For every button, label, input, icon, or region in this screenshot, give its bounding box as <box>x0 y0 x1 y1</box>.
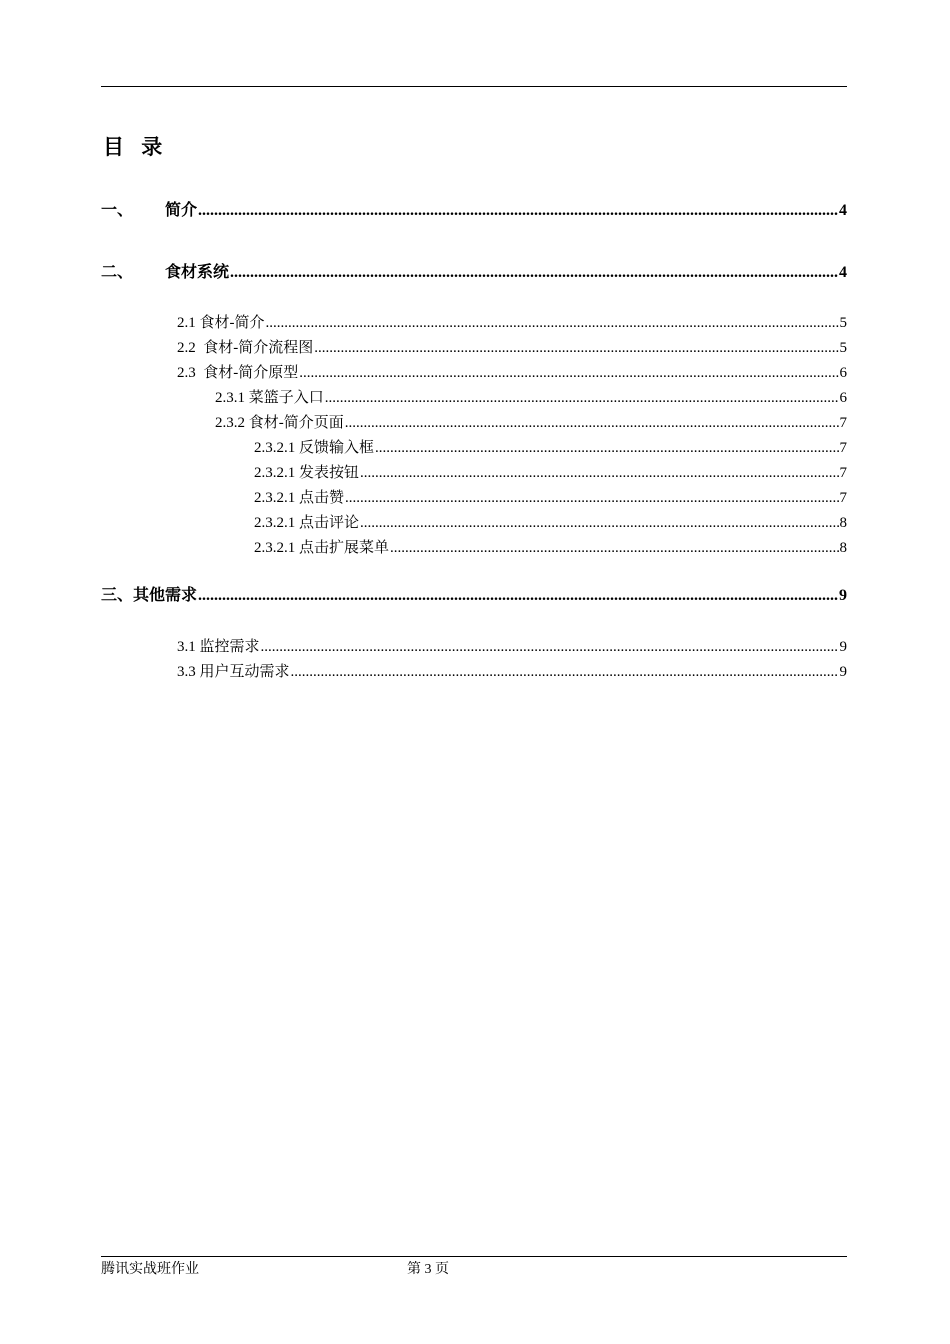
toc-entry-2-3-2-1-like[interactable] <box>254 486 847 507</box>
toc-entry-3-3[interactable] <box>177 660 847 681</box>
toc-entry-2-1[interactable] <box>177 311 847 332</box>
toc-entry-ingredient-system[interactable] <box>101 259 847 282</box>
toc-entry-page: 5 <box>839 315 847 331</box>
toc-leader-dots <box>325 390 839 407</box>
toc-entry-label: 2.3.2.1 点击评论 <box>254 515 360 531</box>
toc-leader-dots <box>299 365 838 382</box>
toc-title: 目 录 <box>103 135 169 159</box>
toc-entry-page: 6 <box>839 390 847 406</box>
toc-leader-dots <box>230 264 838 282</box>
toc-leader-dots <box>360 515 838 532</box>
toc-entry-label: 2.3 食材-简介原型 <box>177 365 299 381</box>
page-prefix: 第 <box>407 1262 421 1277</box>
toc-leader-dots <box>390 540 838 557</box>
toc-entry-label: 2.3.2 食材-简介页面 <box>215 415 344 431</box>
toc-entry-page: 7 <box>839 415 847 431</box>
toc-entry-other-requirements[interactable] <box>101 582 847 605</box>
page-number: 3 <box>424 1262 432 1277</box>
toc-entry-label: 3.3 用户互动需求 <box>177 664 290 680</box>
toc-entry-page: 9 <box>839 639 847 655</box>
toc-leader-dots <box>261 639 839 656</box>
toc-leader-dots <box>291 664 839 681</box>
toc-entry-page: 4 <box>839 264 847 281</box>
toc-entry-label: 2.3.1 菜篮子入口 <box>215 390 324 406</box>
toc-entry-page: 5 <box>839 340 847 356</box>
toc-entry-2-3[interactable] <box>177 361 847 382</box>
toc-entry-number: 一、 <box>101 202 134 219</box>
toc-leader-dots <box>266 315 839 332</box>
footer-page-number <box>407 1258 449 1278</box>
toc-entry-label: 2.1 食材-简介 <box>177 315 265 331</box>
footer-text: 腾讯实战班作业 <box>101 1262 199 1277</box>
toc-entry-intro[interactable] <box>101 197 847 220</box>
toc-entry-2-3-2[interactable] <box>215 411 847 432</box>
toc-entry-label: 简介 <box>165 202 198 219</box>
toc-leader-dots <box>345 415 839 432</box>
toc-entry-3-1[interactable] <box>177 635 847 656</box>
toc-entry-page: 9 <box>839 587 847 604</box>
toc-entry-label: 2.3.2.1 点击扩展菜单 <box>254 540 390 556</box>
toc-leader-dots <box>375 440 838 457</box>
header-rule <box>101 86 847 87</box>
toc-entry-label: 2.3.2.1 反馈输入框 <box>254 440 375 456</box>
toc-entry-label: 2.3.2.1 点击赞 <box>254 490 345 506</box>
toc-entry-2-3-2-1-comment[interactable] <box>254 511 847 532</box>
toc-entry-page: 7 <box>839 440 847 456</box>
toc-entry-page: 6 <box>839 365 847 381</box>
toc-entry-page: 9 <box>839 664 847 680</box>
footer-rule <box>101 1256 847 1257</box>
toc-entry-label: 2.3.2.1 发表按钮 <box>254 465 360 481</box>
toc-entry-page: 4 <box>839 202 847 219</box>
toc-entry-page: 8 <box>839 540 847 556</box>
page-suffix: 页 <box>435 1262 449 1277</box>
toc-entry-2-3-2-1-menu[interactable] <box>254 536 847 557</box>
toc-entry-page: 7 <box>839 465 847 481</box>
toc-leader-dots <box>360 465 838 482</box>
toc-entry-label: 3.1 监控需求 <box>177 639 260 655</box>
toc-entry-2-2[interactable] <box>177 336 847 357</box>
toc-entry-2-3-2-1-feedback[interactable] <box>254 436 847 457</box>
toc-entry-label: 食材系统 <box>165 264 230 281</box>
toc-entry-number: 二、 <box>101 264 134 281</box>
toc-leader-dots <box>314 340 838 357</box>
toc-leader-dots <box>345 490 838 507</box>
toc-entry-2-3-2-1-publish[interactable] <box>254 461 847 482</box>
toc-entry-page: 8 <box>839 515 847 531</box>
toc-entry-label: 2.2 食材-简介流程图 <box>177 340 314 356</box>
toc-leader-dots <box>198 587 838 605</box>
toc-entry-label: 三、其他需求 <box>101 587 198 604</box>
toc-entry-page: 7 <box>839 490 847 506</box>
toc-leader-dots <box>198 202 838 220</box>
toc-entry-2-3-1[interactable] <box>215 386 847 407</box>
